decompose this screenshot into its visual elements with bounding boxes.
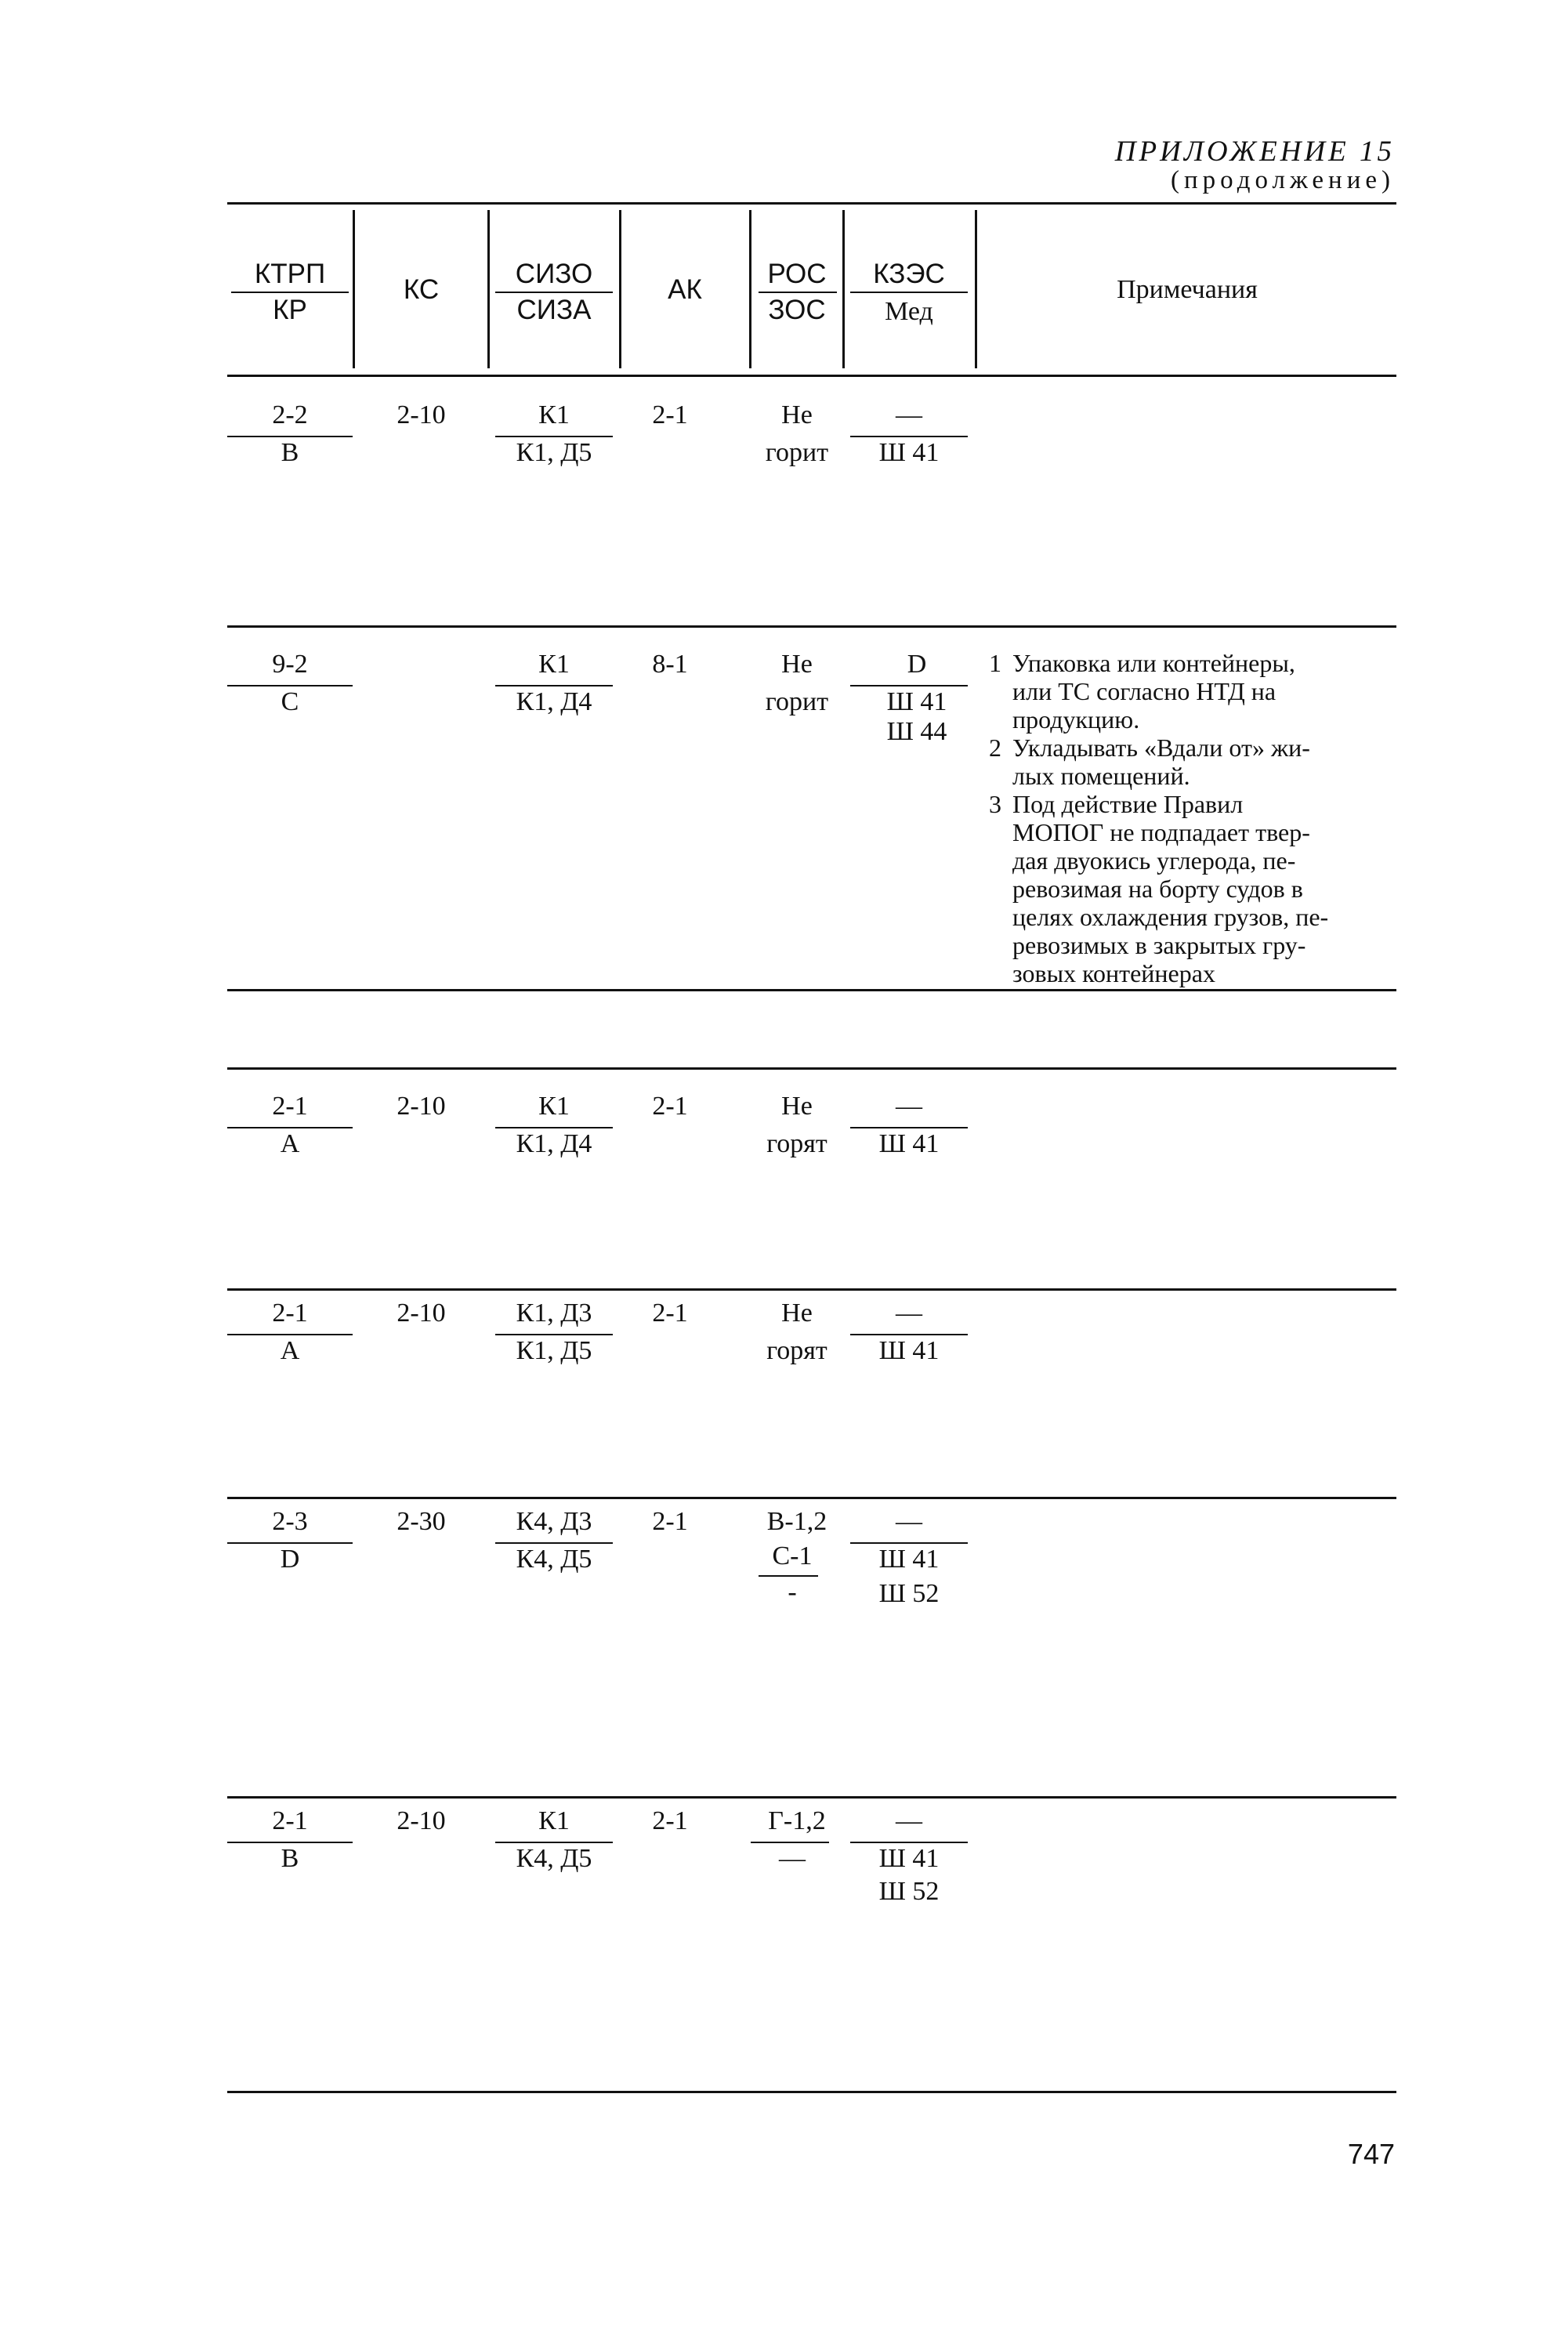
row4-ros: Не [781,1299,813,1328]
row5-ros2: С-1 [772,1541,813,1570]
row5-med-2: Ш 52 [878,1579,940,1608]
row3-kr: A [280,1129,300,1158]
row1-kr: B [281,438,299,467]
header-separator [749,210,751,368]
row2-note2-line1: Укладывать «Вдали от» жи- [1012,734,1310,762]
row1-sizo: К1 [538,400,570,429]
row1-ks: 2-10 [397,400,446,429]
header-med: Мед [885,297,933,326]
row2-note3-line6: ревозимых в закрытых гру- [1012,931,1306,959]
header-fraction-line [850,292,968,293]
header-ros: РОС [767,259,827,289]
row2-note3-line2: МОПОГ не подпадает твер- [1012,818,1310,846]
header-fraction-line [495,292,613,293]
row3-ros: Не [781,1092,813,1121]
row6-med-2: Ш 52 [878,1877,940,1906]
row1-ros: Не [781,400,813,429]
row2-note1-line3: продукцию. [1012,705,1140,734]
row3-kzes: — [896,1092,922,1121]
row2-note1-line2: или ТС согласно НТД на [1012,677,1276,705]
row2-med-2: Ш 44 [886,717,947,746]
row6-siza: К4, Д5 [516,1844,592,1873]
row5-kr: D [280,1545,300,1574]
header-zos: ЗОС [768,295,826,325]
row2-kzes: D [907,650,927,679]
row4-zos: горят [766,1336,827,1365]
header-ktrp: КТРП [254,259,326,289]
row-separator [227,989,1396,991]
page-number: 747 [1347,2138,1395,2170]
appendix-title: ПРИЛОЖЕНИЕ 15 [1114,136,1395,168]
row5-ak: 2-1 [652,1507,688,1536]
row4-ks: 2-10 [397,1299,446,1328]
row-separator [227,625,1396,628]
row5-ktrp: 2-3 [272,1507,308,1536]
row2-note3-line5: целях охлаждения грузов, пе- [1012,903,1329,931]
header-fraction-line [231,292,349,293]
row3-zos: горят [766,1129,827,1158]
row6-ros: Г-1,2 [768,1806,826,1835]
row5-kzes: — [896,1507,922,1536]
row5-siza: К4, Д5 [516,1545,592,1574]
row1-kzes: — [896,400,922,429]
row4-ktrp: 2-1 [272,1299,308,1328]
row-separator [227,1288,1396,1291]
header-kr: КР [273,295,307,325]
row-separator [227,1497,1396,1499]
row1-siza: К1, Д5 [516,438,592,467]
row2-note3-line7: зовых контейнерах [1012,959,1215,987]
row5-med-1: Ш 41 [878,1545,940,1574]
row6-ak: 2-1 [652,1806,688,1835]
header-bottom-rule [227,375,1396,377]
header-fraction-line [759,292,837,293]
header-separator [487,210,490,368]
row3-ktrp: 2-1 [272,1092,308,1121]
row-separator [227,1796,1396,1799]
row6-kzes: — [896,1806,922,1835]
header-sizo: СИЗО [515,259,593,289]
row2-sizo: К1 [538,650,570,679]
header-separator [619,210,621,368]
row2-note1-number: 1 [989,649,1001,677]
row2-zos: горит [765,687,829,716]
row6-sizo: К1 [538,1806,570,1835]
row4-ak: 2-1 [652,1299,688,1328]
header-separator [353,210,355,368]
row2-note2-number: 2 [989,734,1001,762]
header-separator [842,210,845,368]
row5-sizo: К4, Д3 [516,1507,592,1536]
row2-med-1: Ш 41 [886,687,947,716]
row1-med: Ш 41 [878,438,940,467]
row2-siza: К1, Д4 [516,687,592,716]
row2-note3-line1: Под действие Правил [1012,790,1244,818]
appendix-subtitle: (продолжение) [1171,166,1395,194]
header-siza: СИЗА [516,295,592,325]
header-notes: Примечания [1117,275,1258,304]
row3-ak: 2-1 [652,1092,688,1121]
row2-note3-number: 3 [989,790,1001,818]
row2-note2-line2: лых помещений. [1012,762,1190,790]
row2-note3-line4: ревозимая на борту судов в [1012,875,1303,903]
row-separator [227,1067,1396,1070]
row1-zos: горит [765,438,829,467]
row6-zos: — [779,1844,806,1873]
row5-ks: 2-30 [397,1507,446,1536]
header-separator [975,210,977,368]
row3-med: Ш 41 [878,1129,940,1158]
row2-ak: 8-1 [652,650,688,679]
row4-med: Ш 41 [878,1336,940,1365]
row2-ros: Не [781,650,813,679]
row3-ks: 2-10 [397,1092,446,1121]
row4-kr: A [280,1336,300,1365]
table-top-rule [227,202,1396,205]
row5-zos: - [788,1578,797,1607]
row6-ks: 2-10 [397,1806,446,1835]
row5-ros: В-1,2 [766,1507,827,1536]
row3-sizo: К1 [538,1092,570,1121]
row2-ktrp: 9-2 [272,650,308,679]
row6-ktrp: 2-1 [272,1806,308,1835]
row2-kr: C [281,687,299,716]
row2-note1-line1: Упаковка или контейнеры, [1012,649,1295,677]
row2-note3-line3: дая двуокись углерода, пе- [1012,846,1296,875]
header-kzes: КЗЭС [873,259,945,289]
row3-siza: К1, Д4 [516,1129,592,1158]
row4-kzes: — [896,1299,922,1328]
row1-ak: 2-1 [652,400,688,429]
row4-sizo: К1, Д3 [516,1299,592,1328]
header-ks: КС [403,274,440,305]
row4-siza: К1, Д5 [516,1336,592,1365]
row6-kr: B [281,1844,299,1873]
row6-med-1: Ш 41 [878,1844,940,1873]
row1-ktrp: 2-2 [272,400,308,429]
header-ak: АК [668,274,702,305]
table-bottom-rule [227,2091,1396,2093]
